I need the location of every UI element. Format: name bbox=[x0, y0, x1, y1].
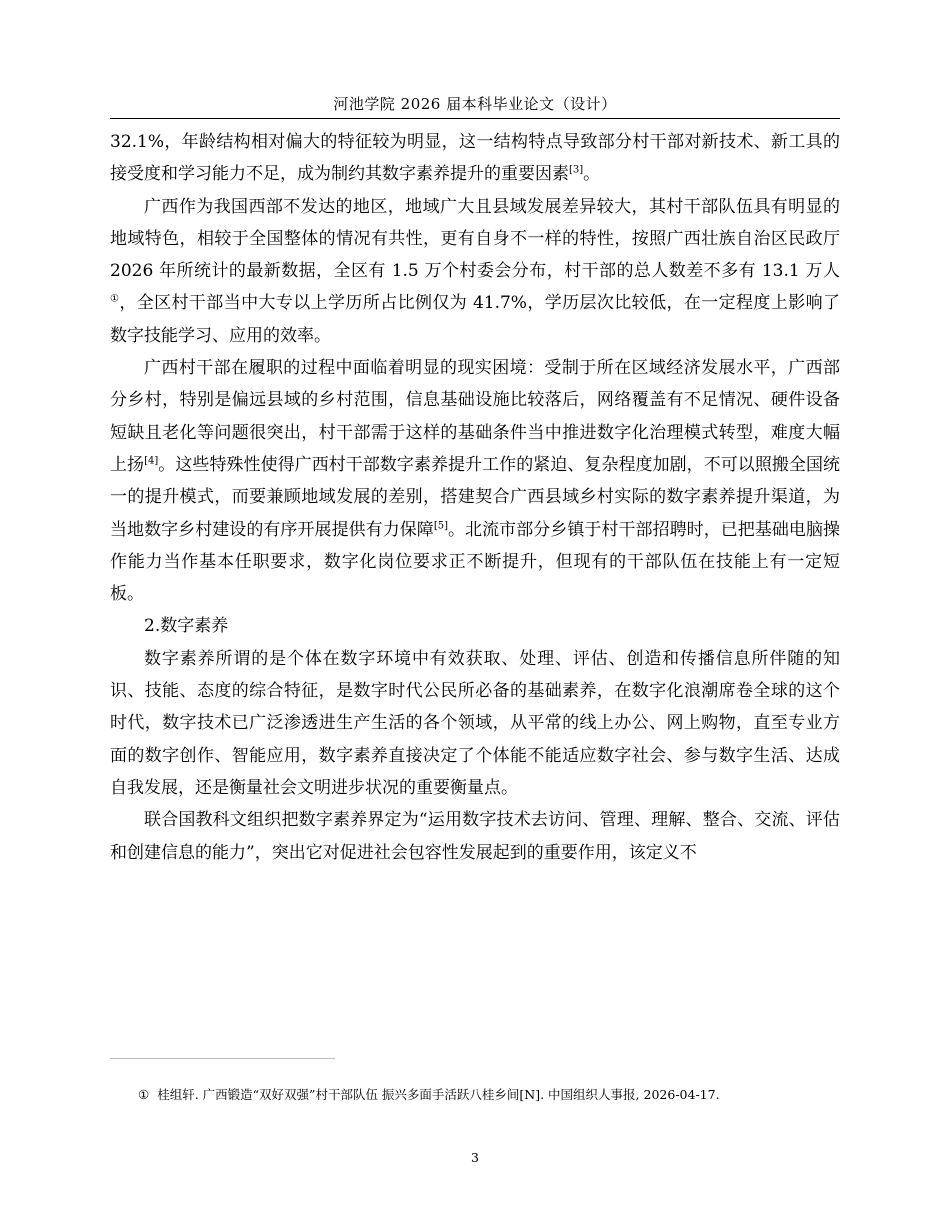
footnote-mark: ① bbox=[138, 1087, 150, 1102]
header-rule bbox=[110, 118, 840, 119]
paragraph-text: 。 bbox=[583, 164, 601, 185]
page-number: 3 bbox=[471, 1150, 479, 1165]
paragraph-2 bbox=[110, 191, 840, 352]
main-text bbox=[110, 126, 840, 869]
paragraph-text: ，全区村干部当中大专以上学历所占比例仅为 41.7%，学历层次比较低，在一定程度上影响了数字技能学习、应用的效率。 bbox=[110, 293, 840, 346]
citation-ref[interactable]: [5] bbox=[433, 519, 448, 531]
paragraph-text: 广西作为我国西部不发达的地区，地域广大且县域发展差异较大，其村干部队伍具有明显的地域特色，相较于全国整体的情况有共性，更有自身不一样的特性，按照广西壮族自治区民政厅 2026 年所统计的最新数据，全区有 1.5 万个村委会分布，村干部的总人数差不多有 13.1 万人 bbox=[110, 196, 840, 282]
footnote-text: 桂组轩. 广西锻造“双好双强”村干部队伍 振兴多面手活跃八桂乡间[N]. 中国组织人事报, 2026-04-17. bbox=[157, 1087, 720, 1102]
paragraph-text: 。北流市部分乡镇于村干部招聘时，已把基础电脑操作能力当作基本任职要求，数字化岗位要求正不断提升，但现有的干部队伍在技能上有一定短板。 bbox=[110, 519, 841, 605]
running-header: 河池学院 2026 届本科毕业论文（设计） bbox=[333, 95, 617, 113]
paragraph-text: 广西村干部在履职的过程中面临着明显的现实困境：受制于所在区域经济发展水平，广西部分乡村，特别是偏远县域的乡村范围，信息基础设施比较落后，网络覆盖有不足情况、硬件设备短缺且老化等问题很突出，村干部需于这样的基础条件当中推进数字化治理模式转型，难度大幅上扬 bbox=[110, 358, 840, 475]
section-heading: 2.数字素养 bbox=[144, 616, 229, 637]
footnote-marker[interactable]: ① bbox=[110, 293, 120, 305]
citation-ref[interactable]: [4] bbox=[144, 455, 159, 467]
paragraph-text: 32.1%，年龄结构相对偏大的特征较为明显，这一结构特点导致部分村干部对新技术、新工具的接受度和学习能力不足，成为制约其数字素养提升的重要因素 bbox=[110, 132, 840, 185]
citation-ref[interactable]: [3] bbox=[569, 164, 584, 176]
paragraph-4: 数字素养所谓的是个体在数字环境中有效获取、处理、评估、创造和传播信息所伴随的知识、技能、态度的综合特征，是数字时代公民所必备的基础素养，在数字化浪潮席卷全球的这个时代，数字技术已广泛渗透进生产生活的各个领域，从平常的线上办公、网上购物，直至专业方面的数字创作、智能应用，数字素养直接决定了个体能不能适应数字社会、参与数字生活、达成自我发展，还是衡量社会文明进步状况的重要衡量点。 bbox=[110, 648, 840, 798]
paragraph-5: 联合国教科文组织把数字素养界定为“运用数字技术去访问、管理、理解、整合、交流、评估和创建信息的能力”，突出它对促进社会包容性发展起到的重要作用，该定义不 bbox=[110, 810, 840, 863]
paragraph-1 bbox=[110, 126, 840, 191]
paragraph-text: 。这些特殊性使得广西村干部数字素养提升工作的紧迫、复杂程度加剧，不可以照搬全国统一的提升模式，而要兼顾地域发展的差别，搭建契合广西县域乡村实际的数字素养提升渠道，为当地数字乡村建设的有序开展提供有力保障 bbox=[110, 454, 841, 540]
footnote-rule bbox=[110, 1058, 335, 1059]
footnote bbox=[138, 1087, 838, 1103]
paragraph-3 bbox=[110, 352, 840, 610]
